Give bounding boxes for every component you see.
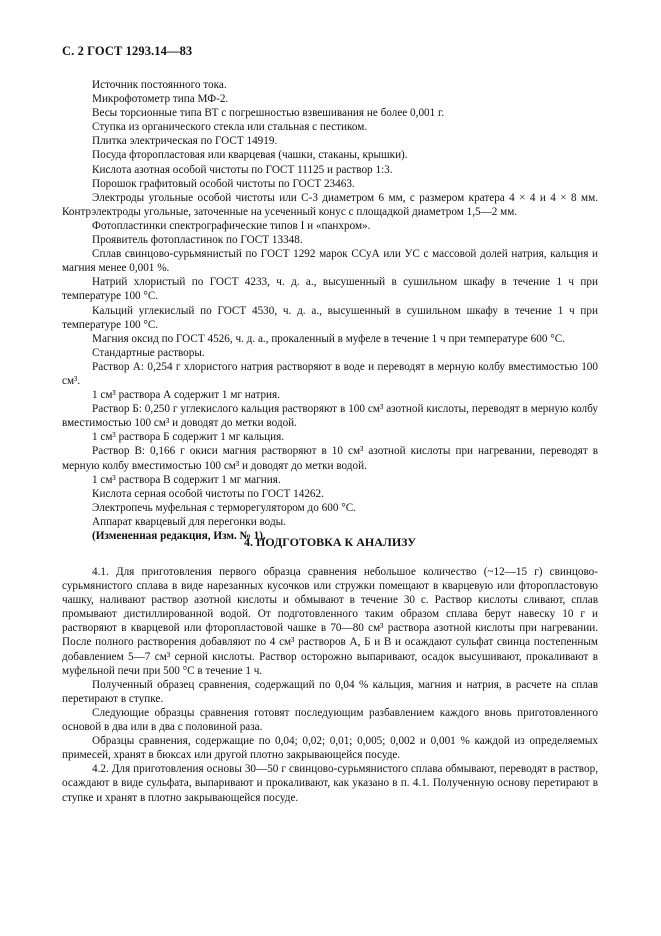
revision-note: (Измененная редакция, Изм. № 1). [92, 530, 266, 542]
equipment-item: Проявитель фотопластинок по ГОСТ 13348. [92, 234, 303, 247]
equipment-item: Кислота азотная особой чистоты по ГОСТ 11125 и раствор 1:3. [92, 163, 393, 176]
equipment-list [62, 78, 598, 543]
section-paragraph: 4.1. Для приготовления первого образца сравнения небольшое количество (~12—15 г) свинцово-сурьмянистого сплава в виде нарезанных кусочков или стружки помещают в кварцевую или фторопластовую чашку, наливают раствор азотной кислоты и обмывают в течение 30 с. Раствор кислоты сливают, сплав промывают дистиллированной водой. От подготовленного таким образом сплава берут навеску 10 г и растворяют в кварцевой или фторопластовой чашке в 70—80 см³ раствора азотной кислоты при нагревании. После полного растворения добавляют по 4 см³ растворов А, Б и В и осаждают сульфат свинца постепенным добавлением 5—7 см³ серной кислоты. Раствор осторожно выпаривают, осадок высушивают, прокаливают в муфельной печи при 500 °С в течение 1 ч. [62, 566, 598, 677]
section-paragraph: Полученный образец сравнения, содержащий по 0,04 % кальция, магния и натрия, в расчете на сплав перетирают в ступке. [62, 678, 598, 705]
section-body [62, 565, 598, 805]
equipment-item: Магния оксид по ГОСТ 4526, ч. д. а., прокаленный в муфеле в течение 1 ч при температуре 600 °С. [92, 332, 565, 345]
equipment-item: Порошок графитовый особой чистоты по ГОСТ 23463. [92, 177, 355, 190]
equipment-item: Плитка электрическая по ГОСТ 14919. [92, 135, 278, 148]
equipment-item: Фотопластинки спектрографические типов I и «панхром». [92, 219, 371, 232]
section-paragraph: 4.2. Для приготовления основы 30—50 г свинцово-сурьмянистого сплава обмывают, переводят в раствор, осаждают в виде сульфата, выпаривают и прокаливают, как указано в п. 4.1. Полученную основу перетирают в ступке и хранят в плотно закрывающейся посуде. [62, 763, 598, 804]
equipment-item: Микрофотометр типа МФ-2. [92, 93, 229, 106]
equipment-item: Раствор В: 0,166 г окиси магния растворяют в 10 см³ азотной кислоты при нагревании, переводят в мерную колбу вместимостью 100 см³ и доводят до метки водой. [62, 445, 598, 472]
equipment-item: Кислота серная особой чистоты по ГОСТ 14262. [92, 487, 324, 500]
equipment-item: Раствор Б: 0,250 г углекислого кальция растворяют в 100 см³ азотной кислоты, переводят в мерную колбу вместимостью 100 см³ и доводят до метки водой. [62, 403, 598, 430]
equipment-item: Источник постоянного тока. [92, 79, 227, 91]
equipment-item: Натрий хлористый по ГОСТ 4233, ч. д. а., высушенный в сушильном шкафу в течение 1 ч при температуре 100 °С. [62, 276, 598, 303]
equipment-item: Ступка из органического стекла или стальная с пестиком. [92, 121, 368, 134]
section-paragraph: Следующие образцы сравнения готовят последующим разбавлением каждого вновь приготовленного основой в два или в два с половиной раза. [62, 706, 598, 734]
equipment-item: Кальций углекислый по ГОСТ 4530, ч. д. а., высушенный в сушильном шкафу в течение 1 ч при температуре 100 °С. [62, 304, 598, 331]
equipment-item: Сплав свинцово-сурьмянистый по ГОСТ 1292 марок ССуА или УС с массовой долей натрия, кальция и магния менее 0,001 %. [62, 248, 598, 275]
page-header: С. 2 ГОСТ 1293.14—83 [62, 44, 193, 58]
equipment-item: Посуда фторопластовая или кварцевая (чашки, стаканы, крышки). [92, 149, 408, 162]
equipment-item: Раствор А: 0,254 г хлористого натрия растворяют в воде и переводят в мерную колбу вместимостью 100 см³. [62, 360, 598, 387]
equipment-item: Электроды угольные особой чистоты или С-3 диаметром 6 мм, с размером кратера 4 × 4 и 4 × 8 мм. Контрэлектроды угольные, заточенные на усеченный конус с площадкой диаметром 1,5—2 мм. [62, 191, 598, 218]
section-title: 4. ПОДГОТОВКА К АНАЛИЗУ [243, 535, 417, 549]
section-paragraph: Образцы сравнения, содержащие по 0,04; 0,02; 0,01; 0,005; 0,002 и 0,001 % каждой из определяемых примесей, хранят в бюксах или другой плотно закрывающейся посуде. [62, 735, 598, 762]
equipment-item: 1 см³ раствора В содержит 1 мг магния. [92, 473, 281, 486]
equipment-item: 1 см³ раствора Б содержит 1 мг кальция. [92, 431, 285, 444]
equipment-item: 1 см³ раствора А содержит 1 мг натрия. [92, 389, 280, 402]
equipment-item: Аппарат кварцевый для перегонки воды. [92, 515, 286, 528]
equipment-item: Электропечь муфельная с терморегулятором до 600 °С. [92, 501, 356, 514]
equipment-item: Весы торсионные типа ВТ с погрешностью взвешивания не более 0,001 г. [92, 107, 445, 120]
equipment-item: Стандартные растворы. [92, 346, 205, 359]
